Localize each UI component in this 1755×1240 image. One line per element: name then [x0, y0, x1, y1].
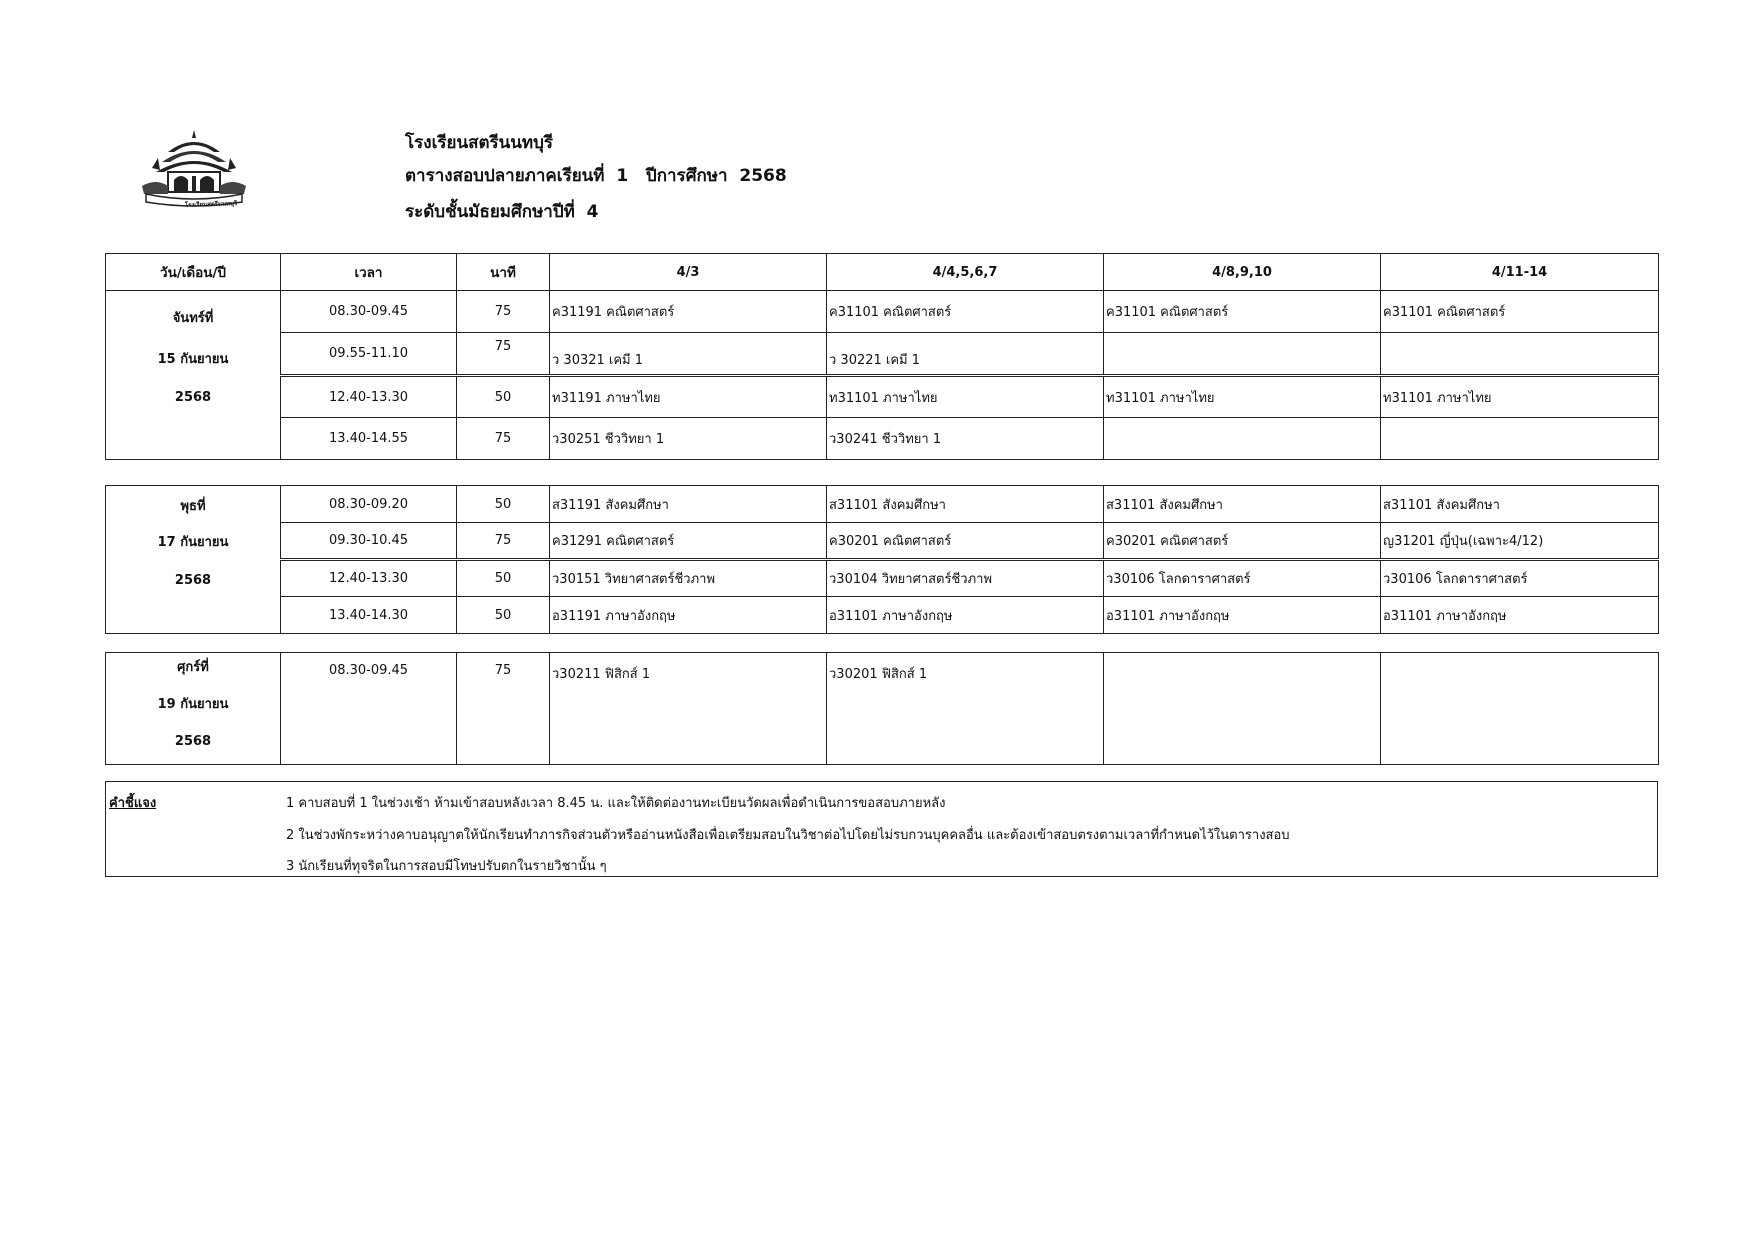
subject-cell [1104, 418, 1381, 460]
column-header-time: เวลา [281, 254, 457, 291]
subject-cell: ส31101 สังคมศึกษา [1104, 486, 1381, 523]
column-header-class-4-3: 4/3 [550, 254, 827, 291]
table-row [106, 333, 1659, 376]
minutes-cell: 75 [457, 523, 550, 560]
subject-cell [1381, 333, 1659, 376]
exam-table-monday [105, 253, 1659, 460]
time-cell: 08.30-09.45 [281, 291, 457, 333]
subject-cell: ค31191 คณิตศาสตร์ [550, 291, 827, 333]
subject-cell: ว30211 ฟิสิกส์ 1 [550, 653, 827, 765]
notes-heading: คำชี้แจง [109, 796, 157, 811]
subject-cell: ว 30321 เคมี 1 [550, 333, 827, 376]
subject-cell: ว30106 โลกดาราศาสตร์ [1381, 560, 1659, 597]
subject-cell: ว30241 ชีววิทยา 1 [827, 418, 1104, 460]
weekday-label: ศุกร์ที่ [177, 660, 209, 675]
subject-cell: ค31291 คณิตศาสตร์ [550, 523, 827, 560]
table-header-row [106, 254, 1659, 291]
date-label: 17 กันยายน [157, 535, 229, 550]
note-item: 2 ในช่วงพักระหว่างคาบอนุญาตให้นักเรียนทำภารกิจส่วนตัวหรืออ่านหนังสือเพื่อเตรียมสอบในวิชาต่อไปโดยไม่รบกวนบุคคลอื่น และต้องเข้าสอบตรงตามเวลาที่กำหนดไว้ในตารางสอบ [286, 828, 1290, 843]
subject-cell: ค31101 คณิตศาสตร์ [1381, 291, 1659, 333]
subject-cell: อ31101 ภาษาอังกฤษ [1381, 597, 1659, 634]
subject-cell: ว30151 วิทยาศาสตร์ชีวภาพ [550, 560, 827, 597]
table-row [106, 523, 1659, 560]
subject-cell [1381, 418, 1659, 460]
day-cell [106, 486, 281, 634]
subject-cell: ค31101 คณิตศาสตร์ [1104, 291, 1381, 333]
time-cell: 09.55-11.10 [281, 333, 457, 376]
note-item: 1 คาบสอบที่ 1 ในช่วงเช้า ห้ามเข้าสอบหลังเวลา 8.45 น. และให้ติดต่องานทะเบียนวัดผลเพื่อดำเนินการขอสอบภายหลัง [286, 796, 946, 811]
subject-cell [1381, 653, 1659, 765]
subject-cell: ส31101 สังคมศึกษา [827, 486, 1104, 523]
column-header-minutes: นาที [457, 254, 550, 291]
table-row [106, 291, 1659, 333]
year-label: 2568 [174, 390, 212, 405]
subject-cell: อ31101 ภาษาอังกฤษ [1104, 597, 1381, 634]
day-cell [106, 291, 281, 460]
subject-cell: ว30251 ชีววิทยา 1 [550, 418, 827, 460]
time-cell: 09.30-10.45 [281, 523, 457, 560]
time-cell: 13.40-14.30 [281, 597, 457, 634]
exam-title: ตารางสอบปลายภาคเรียนที่ 1 ปีการศึกษา 2568 [405, 166, 787, 186]
school-name: โรงเรียนสตรีนนทบุรี [405, 133, 554, 153]
table-row [106, 560, 1659, 597]
date-label: 19 กันยายน [157, 697, 229, 712]
table-row [106, 376, 1659, 418]
subject-cell: ค30201 คณิตศาสตร์ [827, 523, 1104, 560]
subject-cell: ท31101 ภาษาไทย [1104, 376, 1381, 418]
minutes-cell: 50 [457, 486, 550, 523]
subject-cell: ท31101 ภาษาไทย [827, 376, 1104, 418]
time-cell: 13.40-14.55 [281, 418, 457, 460]
weekday-label: จันทร์ที่ [172, 311, 214, 326]
subject-cell: อ31191 ภาษาอังกฤษ [550, 597, 827, 634]
day-cell [106, 653, 281, 765]
time-cell: 08.30-09.45 [281, 653, 457, 765]
minutes-cell: 75 [457, 653, 550, 765]
table-row [106, 486, 1659, 523]
subject-cell: ท31191 ภาษาไทย [550, 376, 827, 418]
year-label: 2568 [174, 573, 212, 588]
weekday-label: พุธที่ [180, 499, 206, 514]
subject-cell: ว30201 ฟิสิกส์ 1 [827, 653, 1104, 765]
minutes-cell: 50 [457, 597, 550, 634]
minutes-cell: 75 [457, 418, 550, 460]
exam-table-wednesday [105, 485, 1659, 634]
subject-cell: ส31101 สังคมศึกษา [1381, 486, 1659, 523]
school-emblem-logo [138, 128, 250, 208]
year-label: 2568 [174, 734, 212, 749]
minutes-cell: 75 [457, 333, 550, 376]
table-row [106, 653, 1659, 765]
time-cell: 12.40-13.30 [281, 560, 457, 597]
subject-cell: ว30106 โลกดาราศาสตร์ [1104, 560, 1381, 597]
subject-cell [1104, 333, 1381, 376]
time-cell: 08.30-09.20 [281, 486, 457, 523]
grade-level: ระดับชั้นมัธยมศึกษาปีที่ 4 [405, 202, 599, 222]
subject-cell: อ31101 ภาษาอังกฤษ [827, 597, 1104, 634]
date-label: 15 กันยายน [157, 352, 229, 367]
subject-cell: ท31101 ภาษาไทย [1381, 376, 1659, 418]
subject-cell: ว30104 วิทยาศาสตร์ชีวภาพ [827, 560, 1104, 597]
subject-cell: ส31191 สังคมศึกษา [550, 486, 827, 523]
minutes-cell: 50 [457, 560, 550, 597]
column-header-class-4-8-10: 4/8,9,10 [1104, 254, 1381, 291]
exam-table-friday [105, 652, 1659, 765]
subject-cell [1104, 653, 1381, 765]
minutes-cell: 50 [457, 376, 550, 418]
notes-box [105, 781, 1658, 877]
subject-cell: ค30201 คณิตศาสตร์ [1104, 523, 1381, 560]
subject-cell: ค31101 คณิตศาสตร์ [827, 291, 1104, 333]
title-block [405, 128, 787, 230]
minutes-cell: 75 [457, 291, 550, 333]
table-row [106, 597, 1659, 634]
table-row [106, 418, 1659, 460]
logo-ribbon-text: โรงเรียนสตรีนนทบุรี [184, 200, 238, 209]
column-header-class-4-4-7: 4/4,5,6,7 [827, 254, 1104, 291]
subject-cell: ญ31201 ญี่ปุ่น(เฉพาะ4/12) [1381, 523, 1659, 560]
column-header-class-4-11-14: 4/11-14 [1381, 254, 1659, 291]
column-header-date: วัน/เดือน/ปี [106, 254, 281, 291]
subject-cell: ว 30221 เคมี 1 [827, 333, 1104, 376]
time-cell: 12.40-13.30 [281, 376, 457, 418]
note-item: 3 นักเรียนที่ทุจริตในการสอบมีโทษปรับตกในรายวิชานั้น ๆ [286, 859, 607, 874]
